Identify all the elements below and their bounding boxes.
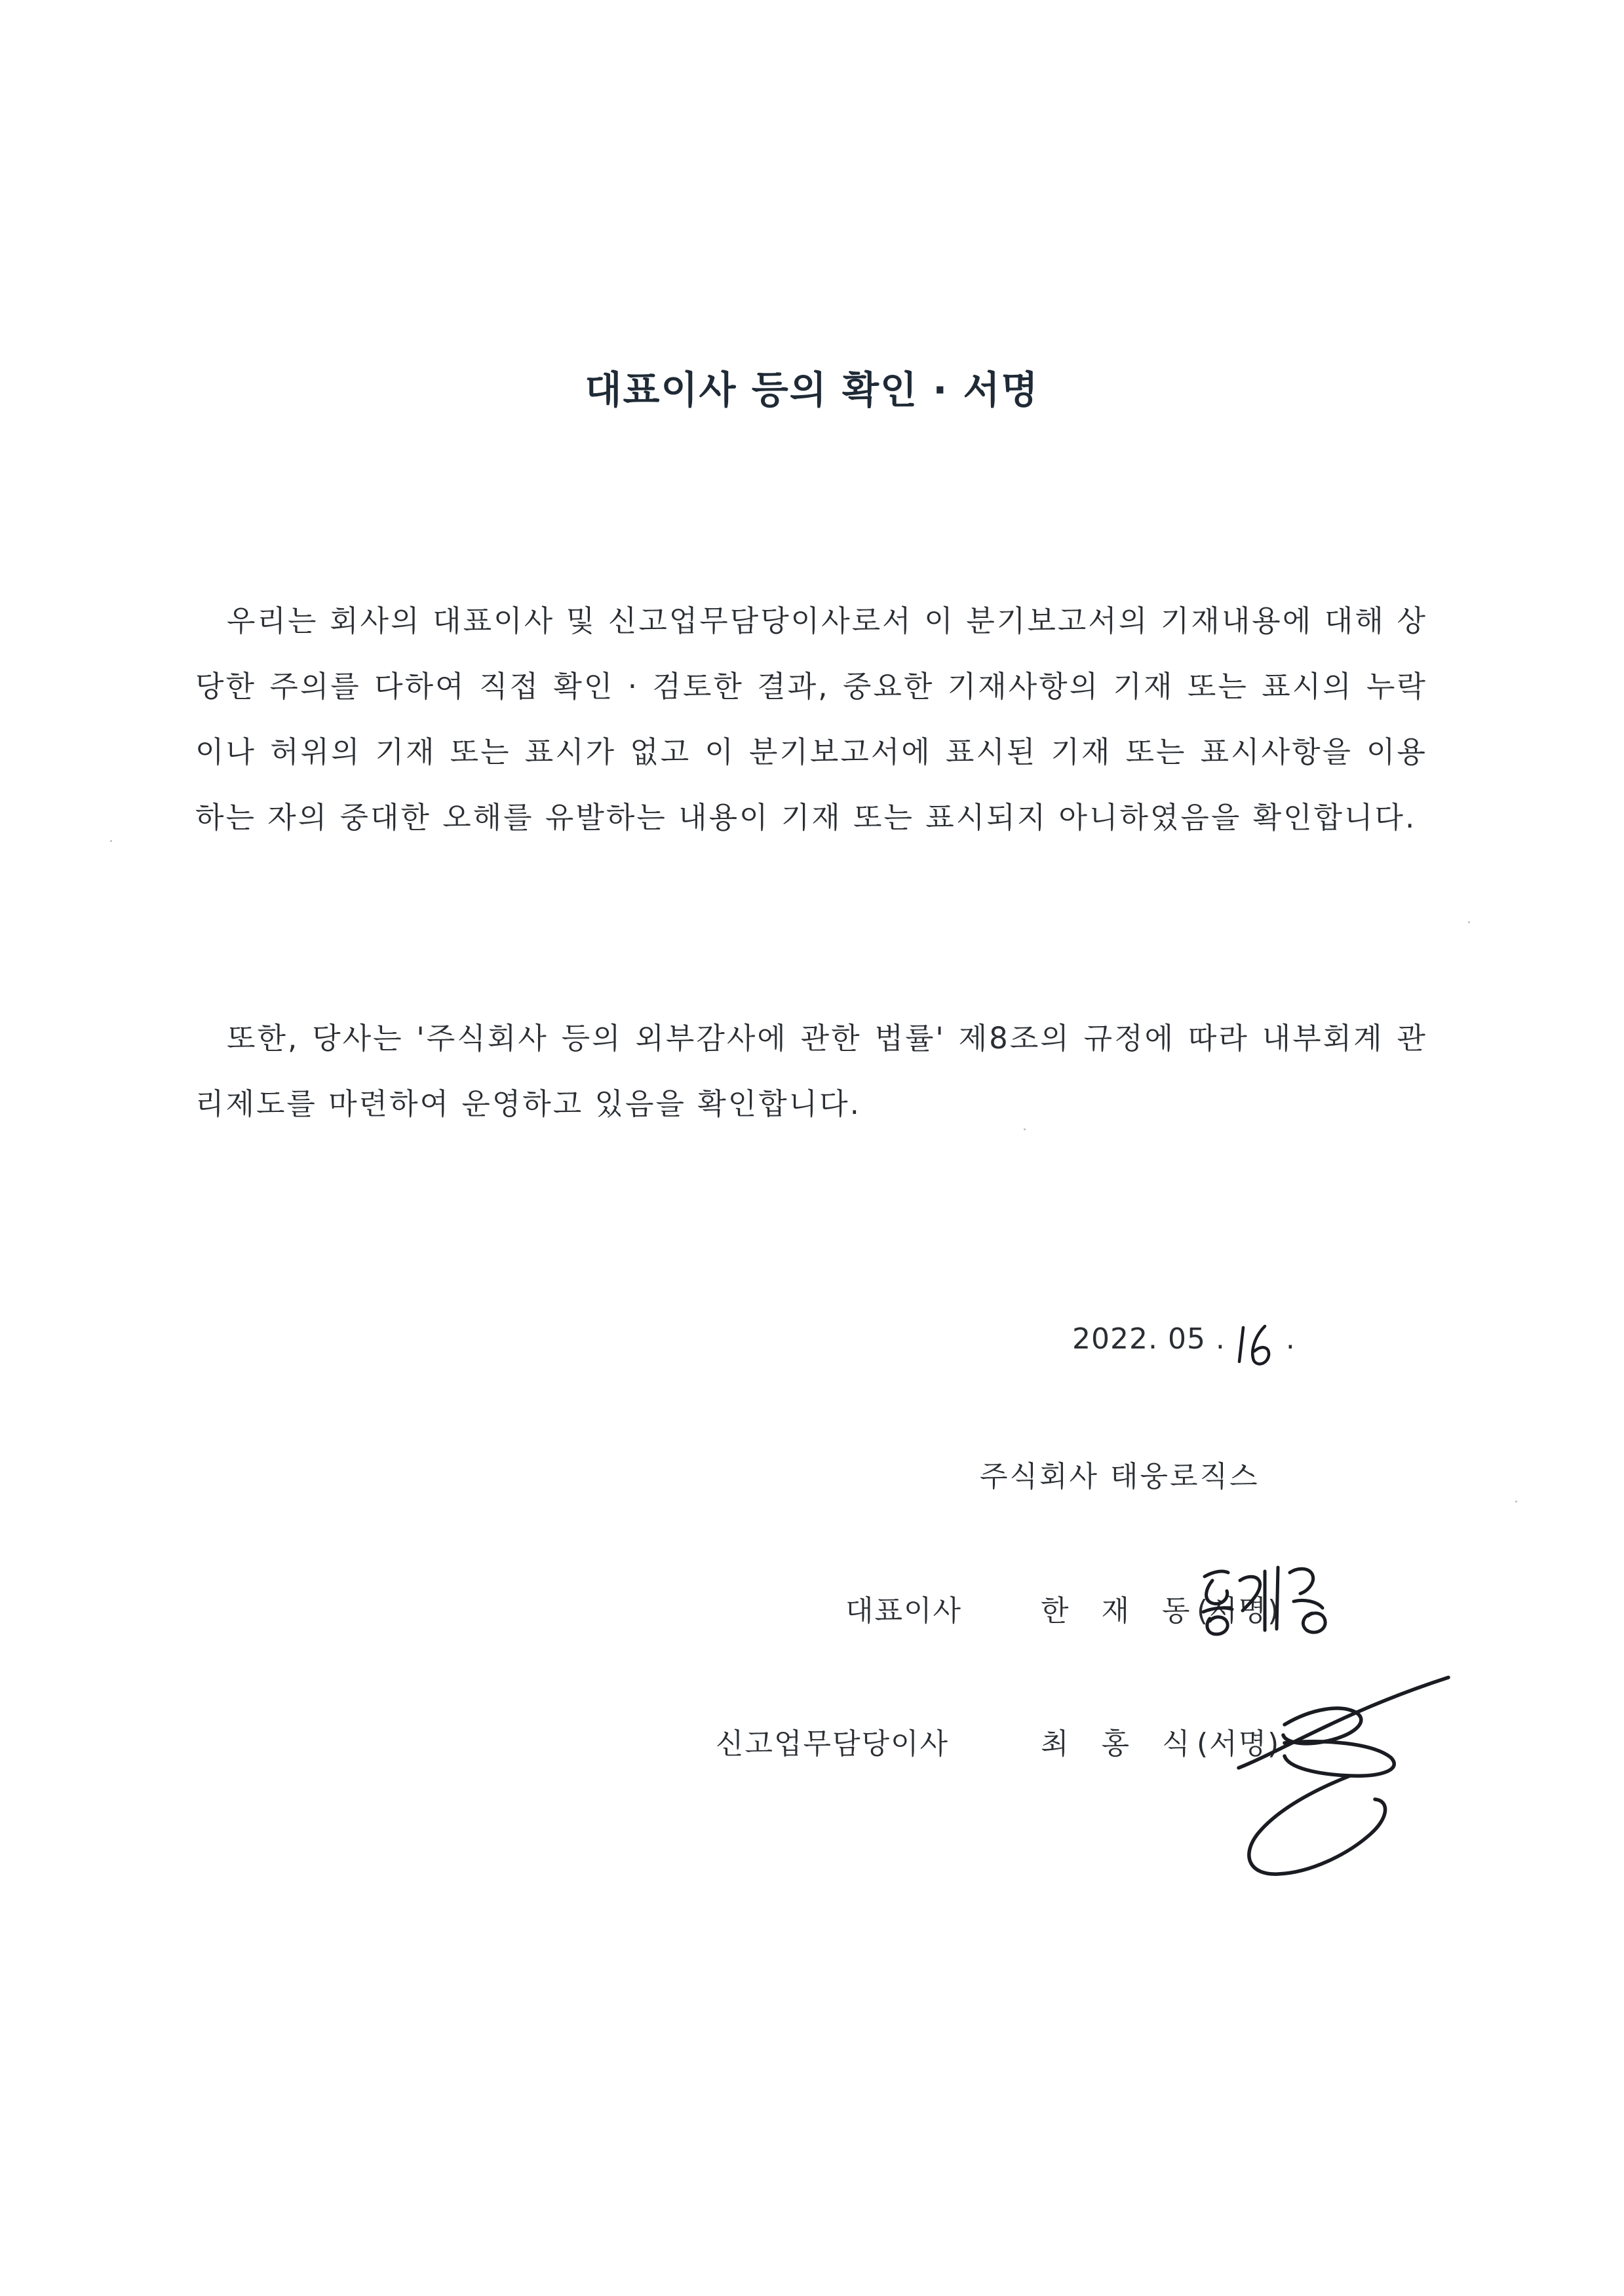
scan-speck [110, 840, 112, 842]
signature-mark-label: (서명) [1197, 1594, 1281, 1628]
confirmation-paragraph [195, 588, 1427, 851]
scan-speck [1468, 921, 1470, 923]
signatory-name: 최 홍 식 [1041, 1727, 1202, 1761]
signature-mark-label: (서명) [1197, 1727, 1281, 1761]
date-prefix: 2022. 05 . [1072, 1322, 1226, 1356]
scan-speck [1515, 1501, 1517, 1502]
signatory-name: 한 재 동 [1041, 1594, 1202, 1628]
scan-speck [1024, 1128, 1026, 1130]
signatory-role: 신고업무담당이사 [716, 1727, 950, 1761]
internal-control-paragraph [195, 1006, 1427, 1137]
paragraph2-text: 또한, 당사는 '주식회사 등의 외부감사에 관한 법률' 제8조의 규정에 따라 내부회계 관리제도를 마련하여 운영하고 있음을 확인합니다. [195, 1021, 1427, 1121]
signatory-role: 대표이사 [845, 1594, 963, 1628]
company-name: 주식회사 태웅로직스 [980, 1460, 1260, 1493]
director-signature [1239, 1677, 1448, 1874]
signing-date [1072, 1322, 1296, 1356]
document-title: 대표이사 등의 확인 · 서명 [585, 368, 1039, 412]
paragraph1-text: 우리는 회사의 대표이사 및 신고업무담당이사로서 이 분기보고서의 기재내용에 대해 상당한 주의를 다하여 직접 확인 · 검토한 결과, 중요한 기재사항의 기재 또는 표시의 누락이나 허위의 기재 또는 표시가 없고 이 분기보고서에 표시된 기재 또는 표시사항을 이용하는 자의 중대한 오해를 유발하는 내용이 기재 또는 표시되지 아니하였음을 확인합니다. [195, 603, 1427, 835]
date-suffix: . [1285, 1322, 1296, 1356]
